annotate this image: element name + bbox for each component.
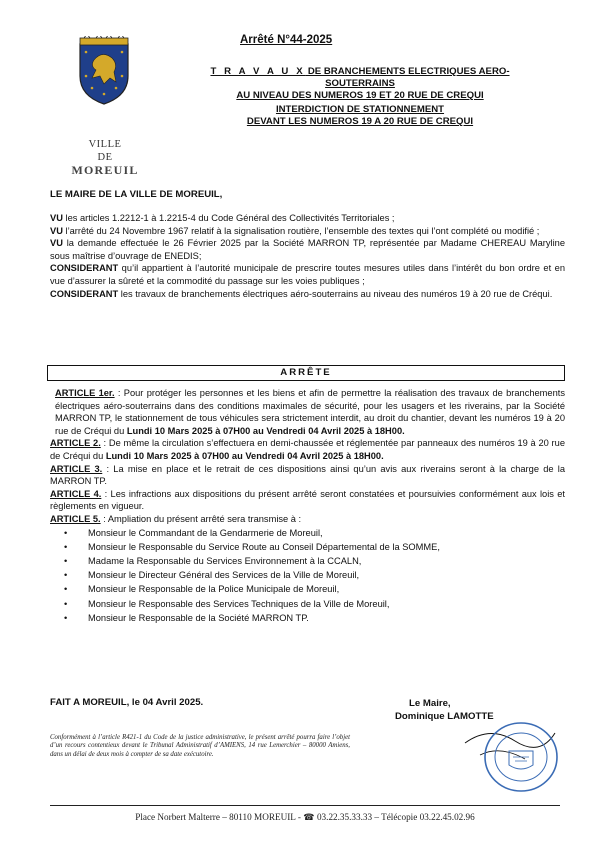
title-rest: DE BRANCHEMENTS ELECTRIQUES AERO-SOUTERRAINS (305, 66, 510, 89)
footer-address: Place Norbert Malterre – 80110 MOREUIL - (135, 812, 301, 822)
town-line2: DE (97, 152, 113, 163)
article-3: ARTICLE 3. : La mise en place et le retrait de ces dispositions ainsi qu’un avis aux riverains seront à la charge de la MARRON TP. (50, 463, 566, 487)
bullet-icon: • (64, 612, 68, 623)
footer-phone: 03.22.35.33.33 – Télécopie 03.22.45.02.96 (314, 812, 475, 822)
intro-heading: LE MAIRE DE LA VILLE DE MOREUIL, (50, 189, 223, 200)
subtitle-line1: INTERDICTION DE STATIONNEMENT (275, 104, 445, 115)
title-line2: AU NIVEAU DES NUMEROS 19 ET 20 RUE DE CREQUI (236, 90, 484, 101)
title-spaced: T R A V A U X (210, 66, 306, 77)
article-5: ARTICLE 5. : Ampliation du présent arrêté sera transmise à : (50, 513, 302, 524)
bullet-icon: • (64, 570, 68, 581)
arrete-number: Arrêté N°44-2025 (240, 34, 333, 46)
document-subtitle (190, 104, 530, 128)
document-title (190, 66, 530, 102)
subtitle-line2: DEVANT LES NUMEROS 19 A 20 RUE DE CREQUI (246, 116, 474, 127)
bullet-icon: • (64, 584, 68, 595)
official-stamp-seal (455, 715, 565, 795)
town-line3: MOREUIL (71, 163, 139, 177)
consideration-item: VU les articles 1.2212-1 à 1.2215-4 du Code Général des Collectivités Territoriales ; (50, 213, 395, 223)
list-item: • Monsieur le Responsable de la Société MARRON TP. (64, 611, 565, 625)
consideration-item: CONSIDERANT qu’il appartient à l’autorité municipale de prescrire toutes mesures utiles dans l’intérêt du bon ordre et en vue d’assurer la sûreté et la commodité du passage sur les voies publiques ; (50, 263, 565, 286)
signature-place-date: FAIT A MOREUIL, le 04 Avril 2025. (50, 697, 204, 708)
town-crest-logo (74, 36, 134, 106)
list-item: • Monsieur le Commandant de la Gendarmerie de Moreuil, (64, 526, 565, 540)
town-line1: VILLE (88, 139, 122, 150)
list-item: • Monsieur le Responsable du Service Route au Conseil Départemental de la SOMME, (64, 540, 565, 554)
bullet-icon: • (64, 598, 68, 609)
consideration-item: VU l’arrêté du 24 Novembre 1967 relatif à la signalisation routière, l’ensemble des textes qui l’ont complété ou modifié ; (50, 225, 540, 236)
legal-notice: Conformément à l’article R421-1 du Code de la justice administrative, le présent arrêté pourra faire l’objet d’un recours contentieux devant le Tribunal Administratif d’AMIENS, 14 rue Lemerchier – 80000 Amiens, dans un délai de deux mois à compter de sa date exécutoire. (50, 734, 350, 758)
considerations-block (50, 212, 565, 300)
consideration-item: VU la demande effectuée le 26 Février 2025 par la Société MARRON TP, représentée par Madame CHEREAU Maryline sous maîtrise d’ouvrage de ENEDIS; (50, 238, 565, 261)
bullet-icon: • (64, 555, 68, 566)
article-1: ARTICLE 1er. : Pour protéger les personnes et les biens et afin de permettre la réalisation des travaux de branchements électriques aéro-souterrains dans des conditions maximales de sécurité, pour les usagers et les riverains, par la Société MARRON TP, le stationnement de tous véhicules sera strictement interdit, au droit du chantier, devant les numéros 19 à 20 rue de Créqui du Lundi 10 Mars 2025 à 07H00 au Vendredi 04 Avril 2025 à 18H00. (55, 388, 565, 436)
footer-divider (50, 805, 560, 806)
consideration-item: CONSIDERANT les travaux de branchements électriques aéro-souterrains au niveau des numéros 19 à 20 rue de Créqui. (50, 288, 553, 299)
bullet-icon: • (64, 527, 68, 538)
recipient-list (50, 526, 565, 625)
list-item: • Madame la Responsable du Services Environnement à la CCALN, (64, 554, 565, 568)
arrete-heading-box: ARRÊTE (47, 365, 565, 381)
town-name (70, 138, 140, 177)
list-item: • Monsieur le Directeur Général des Services de la Ville de Moreuil, (64, 568, 565, 582)
list-item: • Monsieur le Responsable de la Police Municipale de Moreuil, (64, 582, 565, 596)
signature-title: Le Maire, (409, 698, 451, 709)
phone-icon: ☎ (303, 812, 315, 822)
footer-contact (50, 812, 560, 823)
article-2: ARTICLE 2. : De même la circulation s’effectuera en demi-chaussée et réglementée par panneaux des numéros 19 à 20 rue de Créqui du Lundi 10 Mars 2025 à 07H00 au Vendredi 04 Avril 2025 à 18H00. (50, 438, 565, 461)
article-4: ARTICLE 4. : Les infractions aux dispositions du présent arrêté seront constatées et poursuivies conformément aux lois et règlements en vigueur. (50, 488, 565, 512)
signature-name: Dominique LAMOTTE (395, 711, 494, 722)
bullet-icon: • (64, 541, 68, 552)
list-item: • Monsieur le Responsable des Services Techniques de la Ville de Moreuil, (64, 597, 565, 611)
articles-block (50, 387, 565, 625)
